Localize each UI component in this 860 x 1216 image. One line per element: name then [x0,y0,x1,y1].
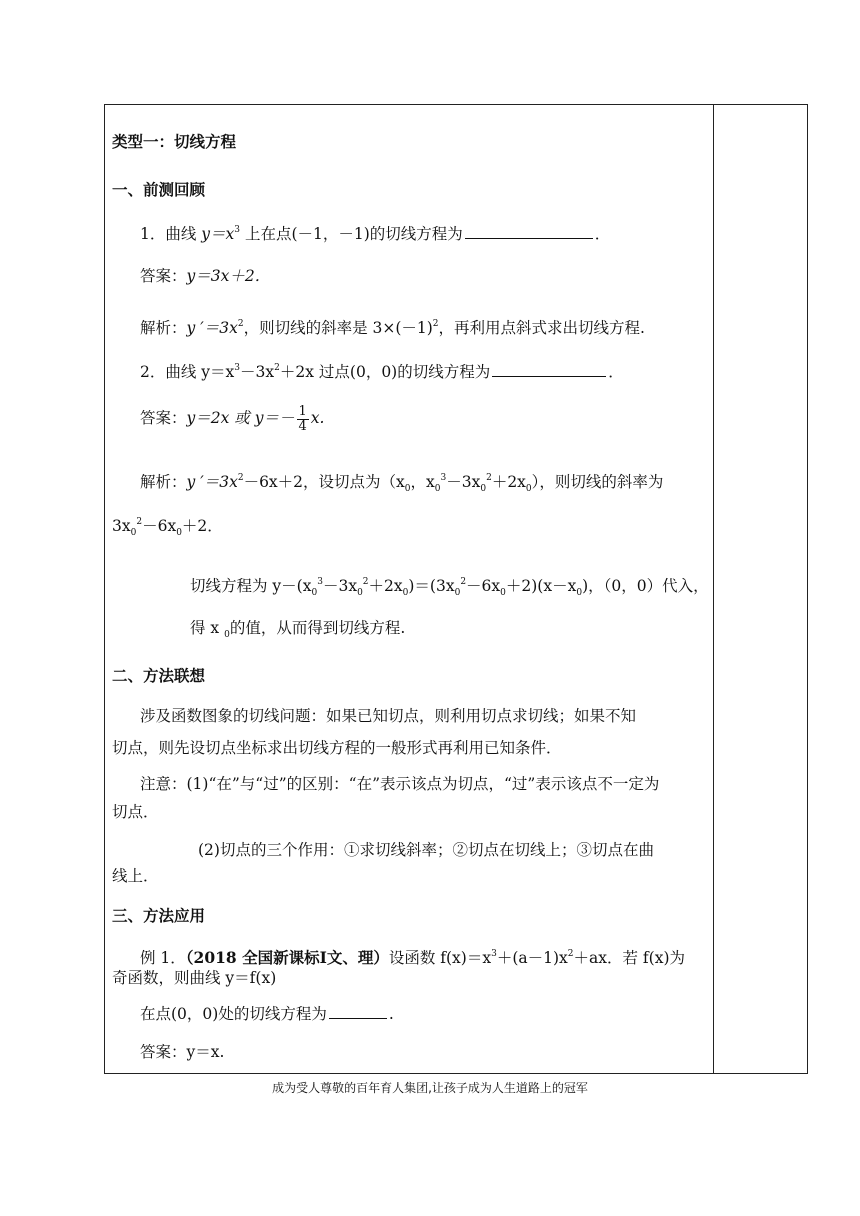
method-text-line-2: 切点，则先设切点坐标求出切线方程的一般形式再利用已知条件． [112,739,562,757]
explanation-2-line-1: 解析：y $'=3x^2-6x+2$，设切点为（$x_0$，$x_0^3-3x_0^2+2x_0$），则切线的斜率为 [140,473,664,494]
explanation-3-line-1: 切线方程为 $y-(x_0^3-3x_0^2+2x_0)=(3x_0^2-6x_0+2)(x-x_0)$，（0，0）代入， [190,577,709,598]
explanation-1: 解析：y $'=3x^2$，则切线的斜率是 $3\times(-1)^2$，再利用点斜式求出切线方程. [140,319,645,337]
example-1-line-2: 奇函数，则曲线 y＝f(x) [112,969,277,987]
note-line-1: 注意：(1)“在”与“过”的区别：“在”表示该点为切点，“过”表示该点不一定为 [140,775,660,793]
point-line-2: 线上． [112,867,159,885]
example-1-line-3: 在点(0，0)处的切线方程为 . [140,1005,394,1023]
page-footer-slogan: 成为受人尊敬的百年育人集团,让孩子成为人生道路上的冠军 [272,1081,588,1095]
answer-2: 答案：y＝2x 或 y＝－ $\frac{1}{4}$ x. [140,403,325,434]
heading-review: 一、前测回顾 [112,181,206,199]
heading-method-application: 三、方法应用 [112,907,206,925]
point-line-1: (2)切点的三个作用：①求切线斜率；②切点在切线上；③切点在曲 [198,841,654,859]
heading-method-association: 二、方法联想 [112,667,206,685]
answer-blank[interactable] [329,1004,387,1019]
example-1-answer: 答案：y＝x. [140,1043,225,1061]
answer-blank[interactable] [465,224,593,239]
example-1-line-1: 例 1．（2018 全国新课标I文、理）设函数 $f(x)=x^3+(a-1)x^2+ax$．若 f(x)为 [140,948,685,967]
explanation-2-line-2: $3x_0^2-6x_0+2$． [112,517,223,538]
explanation-3-line-2: 得 x $_0$的值，从而得到切线方程. [190,619,406,640]
question-2: 2．曲线 $y=x^3-3x^2+2x$ 过点(0，0)的切线方程为 ． [140,363,624,381]
method-text-line-1: 涉及函数图象的切线问题：如果已知切点，则利用切点求切线；如果不知 [140,707,637,725]
question-1: 1．曲线 $y=x^3$ 上在点(－1，－1)的切线方程为 ． [140,225,611,243]
answer-1: 答案：y＝3x＋2． [140,267,271,285]
column-divider [713,104,714,1074]
section-type-title: 类型一：切线方程 [112,133,237,151]
note-line-2: 切点． [112,803,159,821]
answer-blank[interactable] [492,362,606,377]
fraction: $\frac{1}{4}$ [298,403,307,434]
